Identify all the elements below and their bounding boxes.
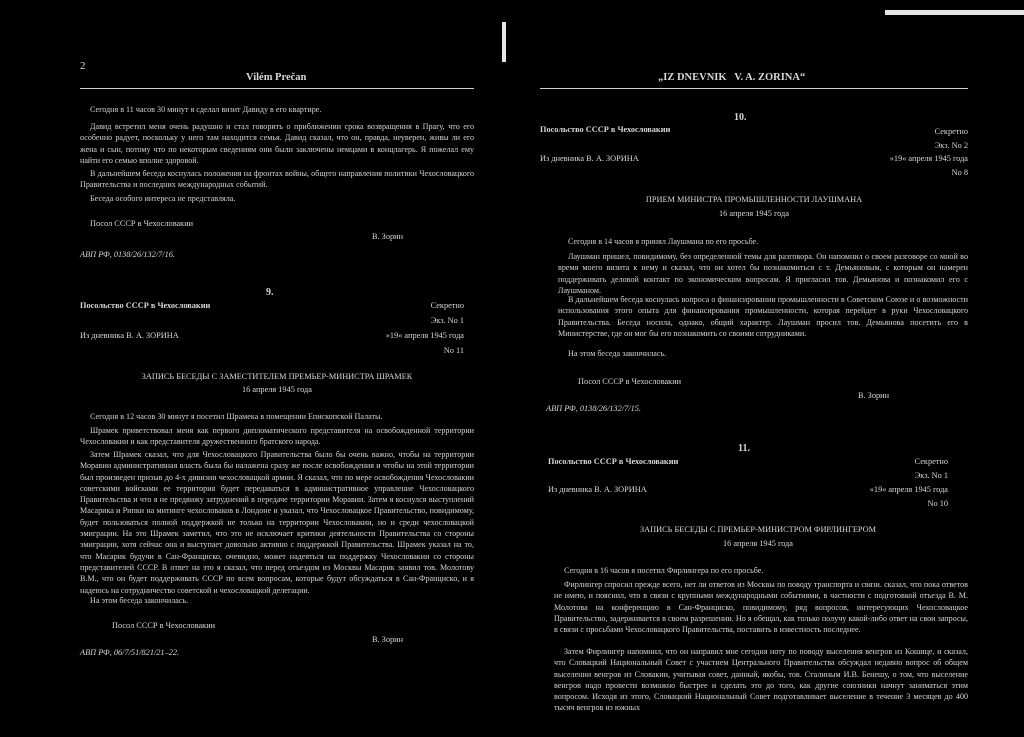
doc11-copy: Экз. No 1 xyxy=(914,471,948,480)
doc11-p3: Затем Фирлингер напомнил, что он направил мне сегодня ноту по поводу выселения венгров из Кошице, и сказал, что Словацкий Национальный Совет с участием Центрального Правительства обсуждал недавно вопрос об общем выселении венгров из Словакии, учитывая совет, данный, якобы, тов. Сталиным И.В. Бенешу, о том, что выселение венгров надо провести возможно быстрее и сделать это до того, как другие союзники начнут заниматься этим вопросом. Исходя из этого, Словацкий Национальный Совет подготавливает выселение в течение 3 месяцев до 400 тысяч венгров из южных xyxy=(554,647,968,713)
doc9-p1: Сегодня в 12 часов 30 минут я посетил Шрамека в помещении Епископской Палаты. xyxy=(90,412,383,421)
doc10-p4: На этом беседа закончилась. xyxy=(568,349,667,358)
doc11-p2: Фирлингер спросил прежде всего, нет ли ответов из Москвы по поводу транспорта и связи. сказал, что пока ответов не имею, и пояснил, что в связи с крупными международными событиями, в частности с подготовкой отъезда В. М. Молотова на конференцию в Сан-Франциско, повидимому, ряд вопросов, интересующих Чехословацкое Правительство, задерживается в своем разрешении. Но я обещал, как только получу какой-либо ответ на свои запросы, в связи с просьбами Чехословацкого Правительства, поставить в известность последнее. xyxy=(554,580,968,635)
doc9-number: 9. xyxy=(266,287,274,298)
doc11-secret: Секретно xyxy=(914,457,948,466)
intro-p3: В дальнейшем беседа коснулась положения на фронтах войны, общего направления политики Чехословацкого Правительства и последних международных событий. xyxy=(80,169,474,190)
doc9-date: »19« апреля 1945 года xyxy=(385,331,464,340)
doc11-embassy: Посольство СССР в Чехословакии xyxy=(548,457,679,466)
intro-p4: Беседа особого интереса не представляла. xyxy=(90,194,236,203)
doc10-p1: Сегодня в 14 часов я принял Лаушмана по его просьбе. xyxy=(568,237,759,246)
running-head-right: „IZ DNEVNIK V. A. ZORINA“ xyxy=(658,72,806,83)
doc10-subtitle: 16 апреля 1945 года xyxy=(719,209,789,218)
doc10-number: 10. xyxy=(734,112,747,123)
doc9-copy: Экз. No 1 xyxy=(430,316,464,325)
running-head-left: Vilém Prečan xyxy=(246,72,307,83)
doc11-p1: Сегодня в 16 часов я посетил Фирлингера по его просьбе. xyxy=(564,566,764,575)
intro-archive: АВП РФ, 0138/26/132/7/16. xyxy=(80,250,175,259)
intro-signoff-right: В. Зорин xyxy=(372,232,404,241)
doc10-signoff-right: В. Зорин xyxy=(858,391,890,400)
header-rule-right xyxy=(540,88,968,89)
doc10-p2: Лаушман пришел, повидимому, без определенной темы для разговора. Он напомнил о своем разговоре со мной во время моего визита к нему и сказал, что он хотел бы познакомиться с т. Демьяновым, с которым он намерен поддерживать деловой контакт по экономическим вопросам. Я пригласил тов. Демьянова и познакомил его с Лаушманом. xyxy=(558,252,968,295)
right-page xyxy=(520,0,1024,737)
intro-p2: Давид встретил меня очень радушно и стал говорить о приближении срока возвращения в Прагу, что его особенно радует, поскольку у него там находится семья. Давид сказал, что он, правда, неуверен, живы ли его жена и сын, потому что по некоторым сведениям они были заключены немцами в концлагерь. Я пожелал ему найти его семью вполне здоровой. xyxy=(80,122,474,165)
doc9-signoff-right: В. Зорин xyxy=(372,635,404,644)
doc9-secret: Секретно xyxy=(430,301,464,310)
doc11-title: ЗАПИСЬ БЕСЕДЫ С ПРЕМЬЕР-МИНИСТРОМ ФИРЛИНГЕРОМ xyxy=(640,525,876,534)
doc10-diary: Из дневника В. А. ЗОРИНА xyxy=(540,154,639,163)
doc10-secret: Секретно xyxy=(934,127,968,136)
doc10-date: »19« апреля 1945 года xyxy=(889,154,968,163)
doc11-diary: Из дневника В. А. ЗОРИНА xyxy=(548,485,647,494)
doc9-archive: АВП РФ, 06/7/51/821/21–22. xyxy=(80,648,180,657)
doc11-number: 11. xyxy=(738,443,750,454)
doc9-diary: Из дневника В. А. ЗОРИНА xyxy=(80,331,179,340)
header-rule-left xyxy=(80,88,474,89)
doc10-archive: АВП РФ, 0138/26/132/7/15. xyxy=(546,404,641,413)
gutter-mark xyxy=(502,22,506,62)
doc9-p3: Затем Шрамек сказал, что для Чехословацкого Правительства было бы очень важно, чтобы на территории Моравии административная власть была бы налажена сразу же после освобождения и чтобы на этой территории был произведен призыв до 4-х дивизии чехословацкой армии. Я сказал, что по мере освобождения Чехословакии советскими войсками ее территория будет передаваться в административное управление Чехословацкого Правительства и что я не предвижу затруднений в передаче территории Моравии. Затем я коснулся выступлений Масарика и Рипки на митинге чехословаков в Лондоне и указал, что Чехословацкое Правительство, повидимому, будет пользоваться полной поддержкой не только на территории Чехословакии, но и среди чехословацкой эмиграции. На это Шрамек заметил, что это не исключает критики деятельности Правительства со стороны эмиграции, хотя сейчас она и выступает довольно активно с поддержкой Правительства. Шрамек указал на то, что Масарик будучи в Сан-Франциско, очевидно, может надеяться на поддержку Чехословакии со стороны представителей СССР. В ответ на это я сказал, что перед отъездом из Москвы Масарик заявил тов. Молотову В.М., что он будет поддерживать СССР по всем вопросам, которые будут обсуждаться в Сан-Франциско, и я надеюсь на сотрудничество советской и чехословацкой делегации. xyxy=(80,450,474,595)
doc9-p4: На этом беседа закончилась. xyxy=(90,596,189,605)
doc10-embassy: Посольство СССР в Чехословакии xyxy=(540,125,671,134)
doc11-date: »19« апреля 1945 года xyxy=(869,485,948,494)
page-number: 2 xyxy=(80,60,86,72)
doc11-no: No 10 xyxy=(927,499,948,508)
doc10-copy: Экз. No 2 xyxy=(934,141,968,150)
doc9-signoff-left: Посол СССР в Чехословакии xyxy=(112,621,216,630)
doc10-no: No 8 xyxy=(951,168,968,177)
doc10-signoff-left: Посол СССР в Чехословакии xyxy=(578,377,682,386)
left-page xyxy=(0,0,500,737)
doc9-title: ЗАПИСЬ БЕСЕДЫ С ЗАМЕСТИТЕЛЕМ ПРЕМЬЕР-МИНИСТРА ШРАМЕК xyxy=(141,372,413,381)
doc10-title: ПРИЕМ МИНИСТРА ПРОМЫШЛЕННОСТИ ЛАУШМАНА xyxy=(645,195,863,204)
doc9-p2: Шрамек приветствовал меня как первого дипломатического представителя на освобожденной территории Чехословакии и как представителя дружественного братского народа. xyxy=(80,426,474,447)
doc11-subtitle: 16 апреля 1945 года xyxy=(723,539,793,548)
doc9-embassy: Посольство СССР в Чехословакии xyxy=(80,301,211,310)
doc9-subtitle: 16 апреля 1945 года xyxy=(242,385,312,394)
doc9-no: No 11 xyxy=(443,346,464,355)
intro-signoff-left: Посол СССР в Чехословакии xyxy=(90,219,194,228)
doc10-p3: В дальнейшем беседа коснулась вопроса о финансировании промышленности в Советском Союзе и о возможности использования этого опыта для финансирования промышленности, которая перейдет в руки Чехословацкого Правительства. Беседа носила, однако, общий характер. Лаушман просил тов. Демьянова посетить его в Министерстве, где он мог бы его познакомить со своими сотрудниками. xyxy=(558,295,968,338)
intro-p1: Сегодня в 11 часов 30 минут я сделал визит Давиду в его квартире. xyxy=(90,105,322,114)
